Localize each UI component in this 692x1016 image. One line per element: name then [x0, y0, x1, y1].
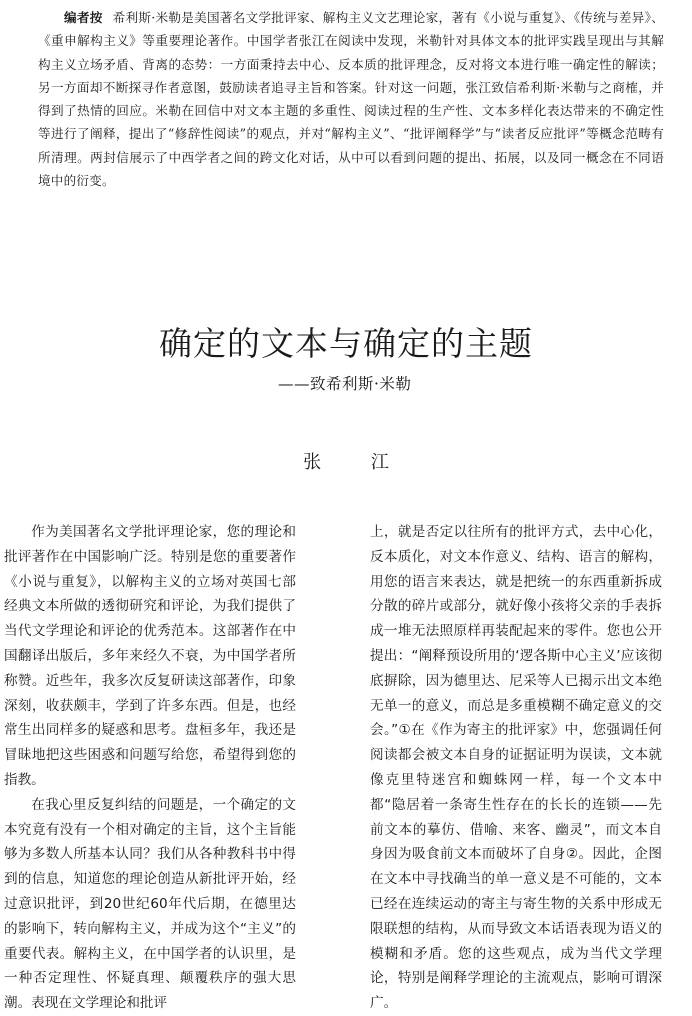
article-title: 确定的文本与确定的主题 [159, 324, 533, 363]
body-paragraph: 上，就是否定以往所有的批评方式，去中心化，反本质化，对文本作意义、结构、语言的解构，用您的语言来表达，就是把统一的东西重新拆成分散的碎片或部分，就好像小孩将父亲的手表拆成一堆无法照原样再装配起来的零件。您也公开提出：“阐释预设所用的‘逻各斯中心主义’应该彻底摒除，因为德里达、尼采等人已揭示出文本绝无单一的意义，而总是多重模糊不确定意义的交会。”①在《作为寄主的批评家》中，您强调任何阅读都会被文本自身的证据证明为误读，文本就像克里特迷宫和蜘蛛网一样，每一个文本中都“隐居着一条寄生性存在的长长的连锁——先前文本的摹仿、借喻、来客、幽灵”，而文本自身因为吸食前文本而破坏了自身②。因此，企图在文本中寻找确当的单一意义是不可能的，文本已经在连续运动的寄主与寄生物的关系中形成无限联想的结构，从而导致文本话语表现为语义的模糊和矛盾。您的这些观点，成为当代文学理论，特别是阐释学理论的主流观点，影响可谓深广。 [370, 524, 662, 1012]
article-subtitle: ——致希利斯·米勒 [278, 375, 412, 393]
editor-note [38, 6, 664, 192]
body-paragraph: 作为美国著名文学批评理论家，您的理论和批评著作在中国影响广泛。特别是您的重要著作《小说与重复》，以解构主义的立场对英国七部经典文本所做的透彻研究和评论，为我们提供了当代文学理论和评论的优秀范本。这部著作在中国翻译出版后，多年来经久不衰，为中国学者所称赞。近些年，我多次反复研读这部著作，印象深刻，收获颇丰，学到了许多东西。但是，也经常生出同样多的疑惑和思考。盘桓多年，我还是冒昧地把这些困惑和问题写给您，希望得到您的指教。 [4, 524, 296, 788]
body-right-column [370, 520, 662, 1016]
editor-note-label: 编者按 [64, 10, 103, 25]
editor-note-text: 希利斯·米勒是美国著名文学批评家、解构主义文艺理论家，著有《小说与重复》、《传统与差异》、《重申解构主义》等重要理论著作。中国学者张江在阅读中发现，米勒针对具体文本的批评实践呈现出与其解构主义立场矛盾、背离的态势：一方面秉持去中心、反本质的批评理念，反对将文本进行唯一确定性的解读；另一方面却不断探寻作者意图，鼓励读者追寻主旨和答案。针对这一问题，张江致信希利斯·米勒与之商榷，并得到了热情的回应。米勒在回信中对文本主题的多重性、阅读过程的生产性、文本多样化表达带来的不确定性等进行了阐释，提出了“修辞性阅读”的观点，并对“解构主义”、“批评阐释学”与“读者反应批评”等概念范畴有所清理。两封信展示了中西学者之间的跨文化对话，从中可以看到问题的提出、拓展，以及同一概念在不同语境中的衍变。 [38, 10, 664, 189]
article-author: 张 江 [303, 452, 411, 473]
body-left-column [4, 520, 296, 1016]
body-paragraph: 在我心里反复纠结的问题是，一个确定的文本究竟有没有一个相对确定的主旨，这个主旨能够为多数人所基本认同？我们从各种教科书中得到的信息，知道您的理论创造从新批评开始，经过意识批评，到20世纪60年代后期，在德里达的影响下，转向解构主义，并成为这个“主义”的重要代表。解构主义，在中国学者的认识里，是一种否定理性、怀疑真理、颠覆秩序的强大思潮。表现在文学理论和批评 [4, 796, 296, 1012]
